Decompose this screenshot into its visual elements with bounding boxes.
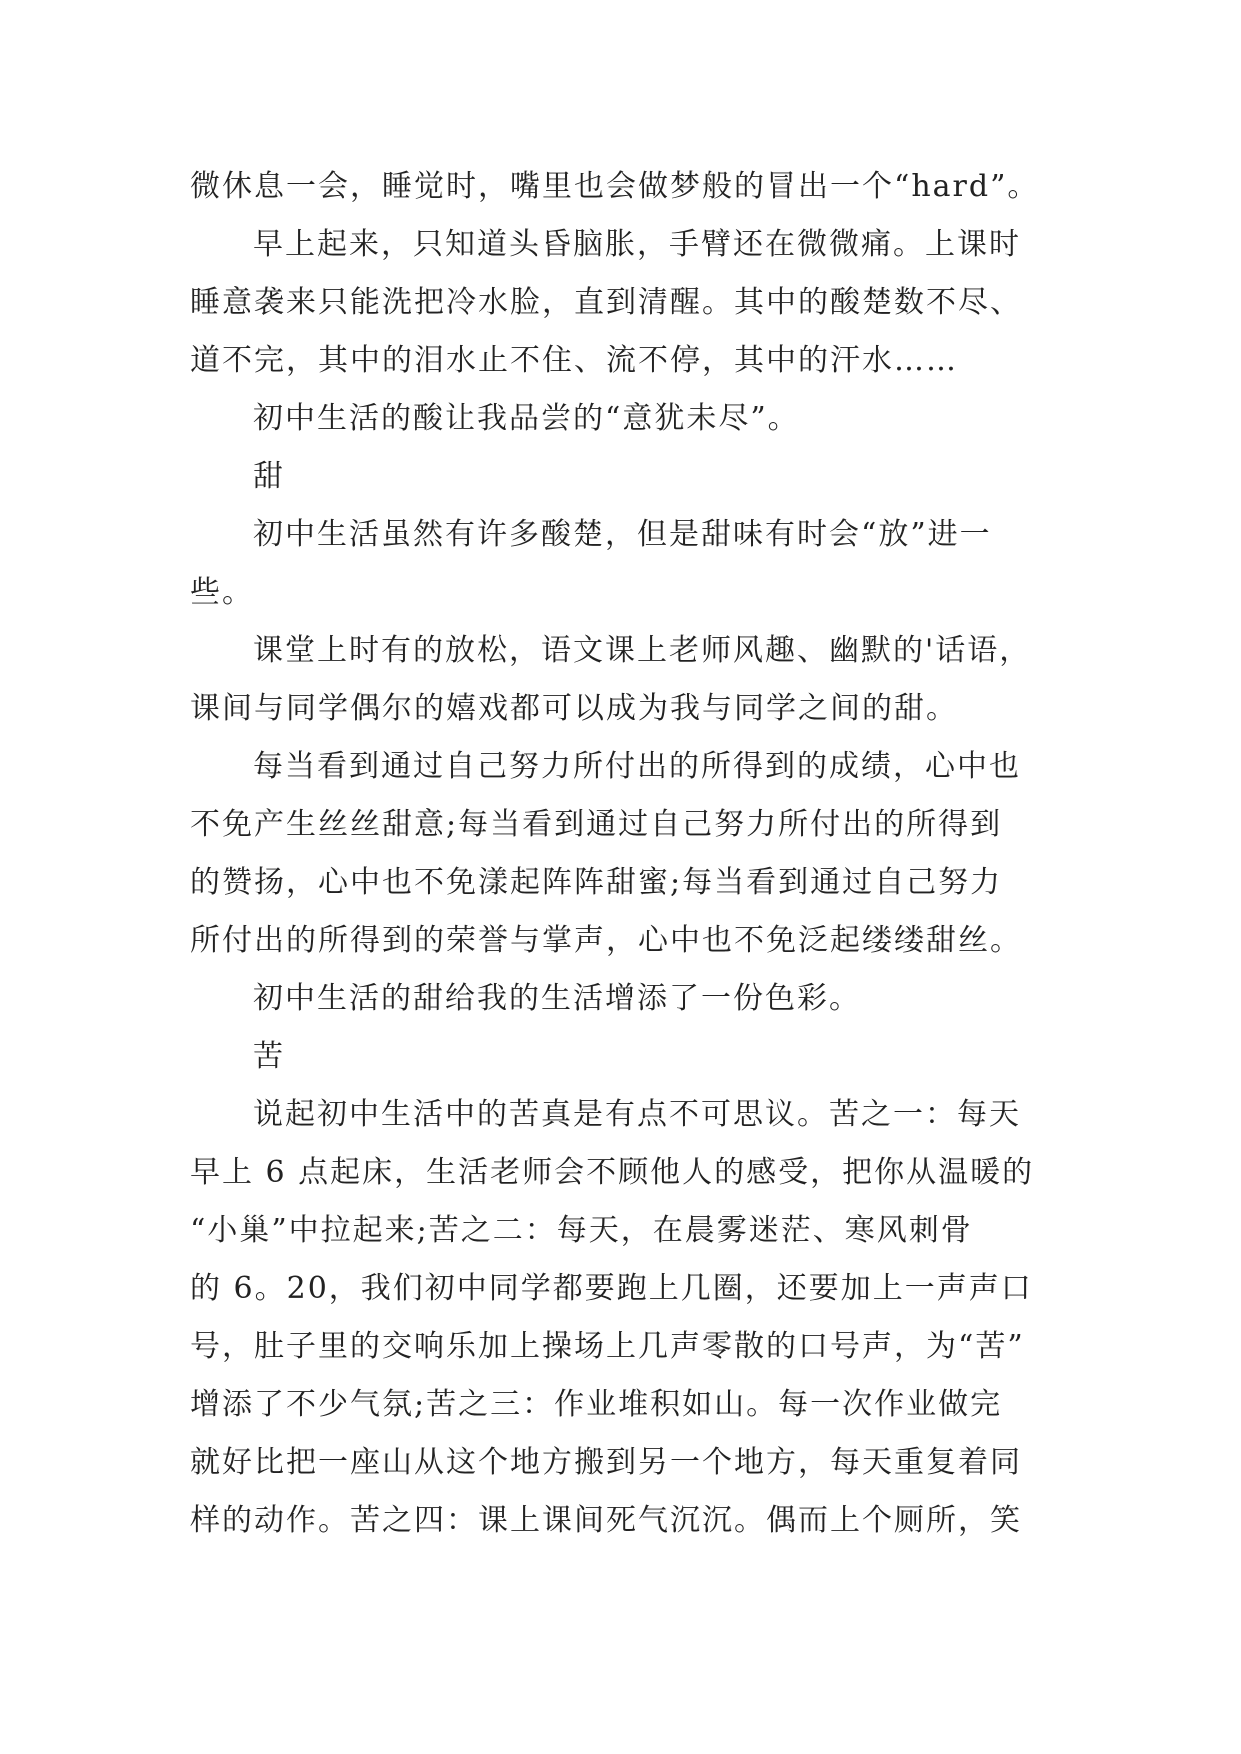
text-line-18: 早上 6 点起床，生活老师会不顾他人的感受，把你从温暖的	[190, 1155, 1035, 1190]
text-line-23: 就好比把一座山从这个地方搬到另一个地方，每天重复着同	[190, 1445, 1022, 1480]
text-line-10: 课间与同学偶尔的嬉戏都可以成为我与同学之间的甜。	[190, 691, 958, 726]
text-line-20: 的 6。20，我们初中同学都要跑上几圈，还要加上一声声口	[190, 1271, 1033, 1306]
text-line-22: 增添了不少气氛;苦之三：作业堆积如山。每一次作业做完	[190, 1387, 1003, 1422]
text-line-4: 道不完，其中的泪水止不住、流不停，其中的汗水……	[190, 343, 958, 378]
text-line-3: 睡意袭来只能洗把冷水脸，直到清醒。其中的酸楚数不尽、	[190, 285, 1022, 320]
text-line-8: 些。	[190, 575, 254, 610]
text-line-11: 每当看到通过自己努力所付出的所得到的成绩，心中也	[253, 749, 1021, 784]
text-line-1: 微休息一会，睡觉时，嘴里也会做梦般的冒出一个“hard”。	[190, 169, 1040, 204]
section-heading-sweet: 甜	[253, 459, 285, 494]
text-line-15: 初中生活的甜给我的生活增添了一份色彩。	[253, 981, 861, 1016]
text-line-5: 初中生活的酸让我品尝的“意犹未尽”。	[253, 401, 800, 436]
text-line-21: 号，肚子里的交响乐加上操场上几声零散的口号声，为“苦”	[190, 1329, 1025, 1364]
text-line-14: 所付出的所得到的荣誉与掌声，心中也不免泛起缕缕甜丝。	[190, 923, 1022, 958]
text-line-17: 说起初中生活中的苦真是有点不可思议。苦之一：每天	[253, 1097, 1021, 1132]
text-line-9: 课堂上时有的放松，语文课上老师风趣、幽默的'话语，	[253, 633, 1032, 668]
text-line-19: “小巢”中拉起来;苦之二：每天，在晨雾迷茫、寒风刺骨	[190, 1213, 973, 1248]
text-line-7: 初中生活虽然有许多酸楚，但是甜味有时会“放”进一	[253, 517, 992, 552]
text-line-12: 不免产生丝丝甜意;每当看到通过自己努力所付出的所得到	[190, 807, 1003, 842]
text-line-24: 样的动作。苦之四：课上课间死气沉沉。偶而上个厕所，笑	[190, 1503, 1022, 1538]
section-heading-bitter: 苦	[253, 1039, 285, 1074]
text-line-13: 的赞扬，心中也不免漾起阵阵甜蜜;每当看到通过自己努力	[190, 865, 1003, 900]
text-line-2: 早上起来，只知道头昏脑胀，手臂还在微微痛。上课时	[253, 227, 1021, 262]
